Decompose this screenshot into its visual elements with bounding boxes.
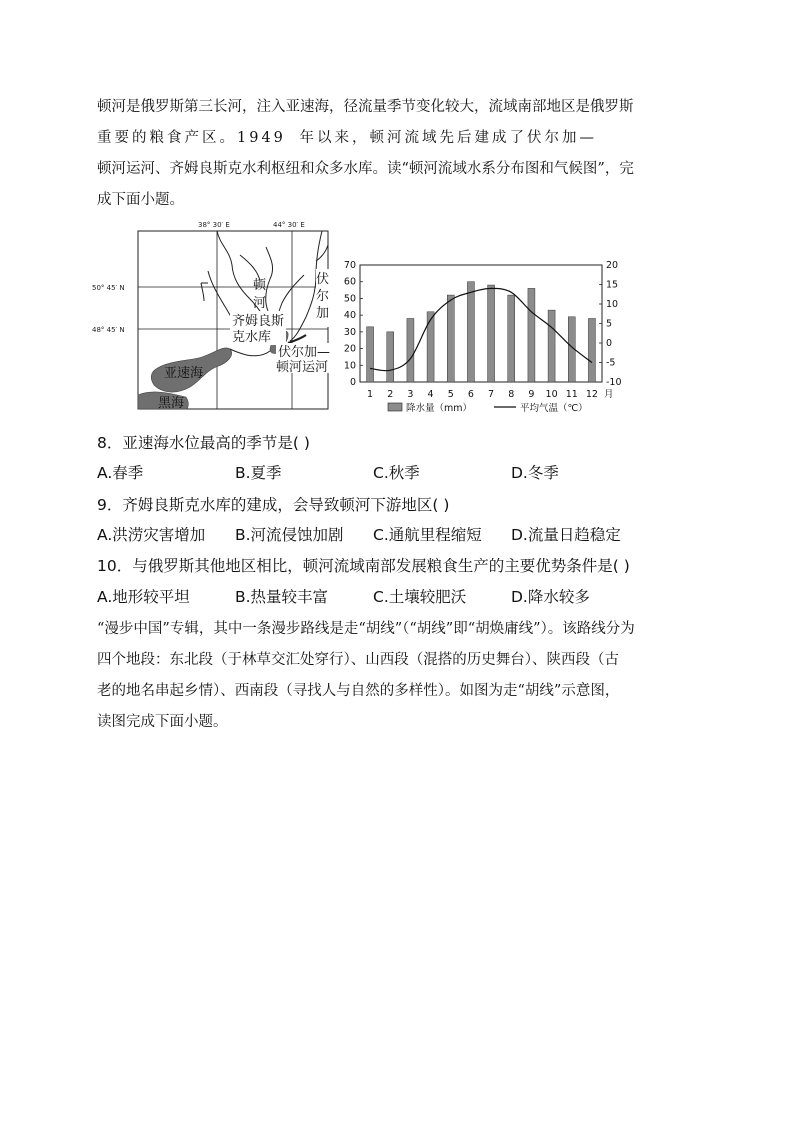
longitude-label: 44° 30′ E (273, 221, 305, 229)
x-tick-label: 4 (427, 389, 434, 400)
right-tick-label: 5 (606, 318, 613, 330)
volga-label: 伏 (316, 272, 330, 287)
x-tick-label: 7 (488, 389, 495, 400)
canal-label: 伏尔加— (278, 345, 331, 360)
precipitation-bar (367, 327, 374, 382)
right-tick-label: 10 (606, 299, 619, 310)
right-tick-label: 15 (606, 279, 619, 291)
question-option[interactable]: B.河流侵蚀加剧 (235, 526, 344, 544)
intro-line: 顿河运河、齐姆良斯克水利枢纽和众多水库。读“顿河流域水系分布图和气候图”，完 (97, 161, 634, 177)
x-tick-label: 1 (367, 389, 374, 400)
precipitation-bar (528, 288, 535, 382)
x-tick-label: 5 (447, 389, 454, 400)
question-option[interactable]: D.流量日趋稳定 (511, 526, 621, 544)
question-option[interactable]: C.秋季 (373, 464, 420, 482)
precipitation-bar (548, 310, 555, 382)
canal-label: 顿河运河 (276, 360, 329, 375)
precipitation-bar (588, 318, 595, 382)
question-stem: 10．与俄罗斯其他地区相比，顿河流域南部发展粮食生产的主要优势条件是( ) (97, 557, 630, 575)
reservoir-label: 克水库 (232, 330, 272, 345)
intro-line: 成下面小题。 (97, 192, 184, 208)
question-stem: 9．齐姆良斯克水库的建成，会导致顿河下游地区( ) (97, 496, 450, 514)
left-tick-label: 10 (343, 360, 356, 372)
x-tick-label: 10 (545, 389, 558, 400)
reservoir-label: 齐姆良斯 (232, 314, 285, 329)
longitude-label: 38° 30′ E (198, 221, 230, 229)
don-river-map (90, 217, 350, 417)
outro-paragraph (97, 614, 697, 738)
precipitation-bar (407, 318, 414, 382)
precipitation-bar (427, 312, 434, 382)
precipitation-bar (387, 332, 394, 382)
don-label: 河 (253, 296, 267, 311)
precipitation-bar (447, 295, 454, 382)
climate-chart (336, 254, 626, 454)
outro-line: 读图完成下面小题。 (97, 714, 228, 730)
outro-line: “漫步中国”专辑，其中一条漫步路线是走“胡线”（“胡线”即“胡焕庸线”）。该路线分为 (97, 621, 635, 637)
left-tick-label: 30 (343, 326, 356, 338)
don-label: 顿 (253, 278, 267, 293)
question-option[interactable]: C.通航里程缩短 (373, 526, 482, 544)
x-tick-label: 8 (508, 389, 515, 400)
precipitation-bar (508, 295, 515, 382)
question-option[interactable]: B.夏季 (235, 464, 282, 482)
x-tick-label: 3 (407, 389, 414, 400)
question-stem: 8．亚速海水位最高的季节是( ) (97, 434, 310, 452)
legend-precipitation-label: 降水量（mm） (406, 403, 473, 414)
chart-plot-area (360, 265, 602, 382)
question-option[interactable]: D.冬季 (511, 464, 559, 482)
left-tick-label: 0 (349, 377, 356, 388)
question-option[interactable]: A.洪涝灾害增加 (97, 526, 206, 544)
question-option[interactable]: B.热量较丰富 (235, 588, 329, 606)
precipitation-bar (488, 285, 495, 382)
outro-line: 老的地名串起乡情）、西南段（寻找人与自然的多样性）。如图为走“胡线”示意图， (97, 683, 620, 699)
black-sea-label: 黑海 (158, 396, 185, 411)
x-tick-label: 6 (467, 389, 474, 400)
intro-line: 重要的粮食产区。1949 年以来，顿河流域先后建成了伏尔加— (97, 130, 598, 146)
question-option[interactable]: A.地形较平坦 (97, 588, 190, 606)
x-tick-label: 9 (528, 389, 535, 400)
volga-label: 加 (316, 306, 330, 321)
left-tick-label: 50 (343, 293, 356, 305)
x-tick-label: 2 (387, 389, 394, 400)
right-tick-label: 20 (606, 260, 619, 271)
left-tick-label: 60 (343, 276, 356, 288)
left-tick-label: 70 (343, 260, 356, 271)
left-tick-label: 20 (343, 343, 356, 355)
question-option[interactable]: A.春季 (97, 464, 144, 482)
legend-bar-swatch (388, 403, 402, 411)
right-tick-label: 0 (606, 338, 613, 349)
x-tick-label: 11 (565, 389, 578, 400)
x-axis-ticks (367, 389, 598, 400)
question-option[interactable]: C.土壤较肥沃 (373, 588, 467, 606)
legend-temperature-label: 平均气温（℃） (520, 403, 588, 414)
right-tick-label: -5 (606, 357, 616, 369)
precipitation-bar (467, 282, 474, 382)
volga-label: 尔 (316, 289, 330, 304)
right-tick-label: -10 (606, 377, 622, 388)
x-tick-label: 12 (585, 389, 598, 400)
intro-paragraph (97, 92, 697, 216)
outro-line: 四个地段：东北段（于林草交汇处穿行）、山西段（混搭的历史舞台）、陕西段（古 (97, 652, 619, 668)
question-option[interactable]: D.降水较多 (511, 588, 590, 606)
latitude-label: 48° 45′ N (92, 326, 125, 334)
x-axis-unit: 月 (604, 389, 614, 400)
left-tick-label: 40 (343, 310, 356, 322)
latitude-label: 50° 45′ N (92, 284, 125, 292)
intro-line: 顿河是俄罗斯第三长河，注入亚速海，径流量季节变化较大，流域南部地区是俄罗斯 (97, 99, 634, 115)
azov-sea-label: 亚速海 (164, 366, 204, 381)
